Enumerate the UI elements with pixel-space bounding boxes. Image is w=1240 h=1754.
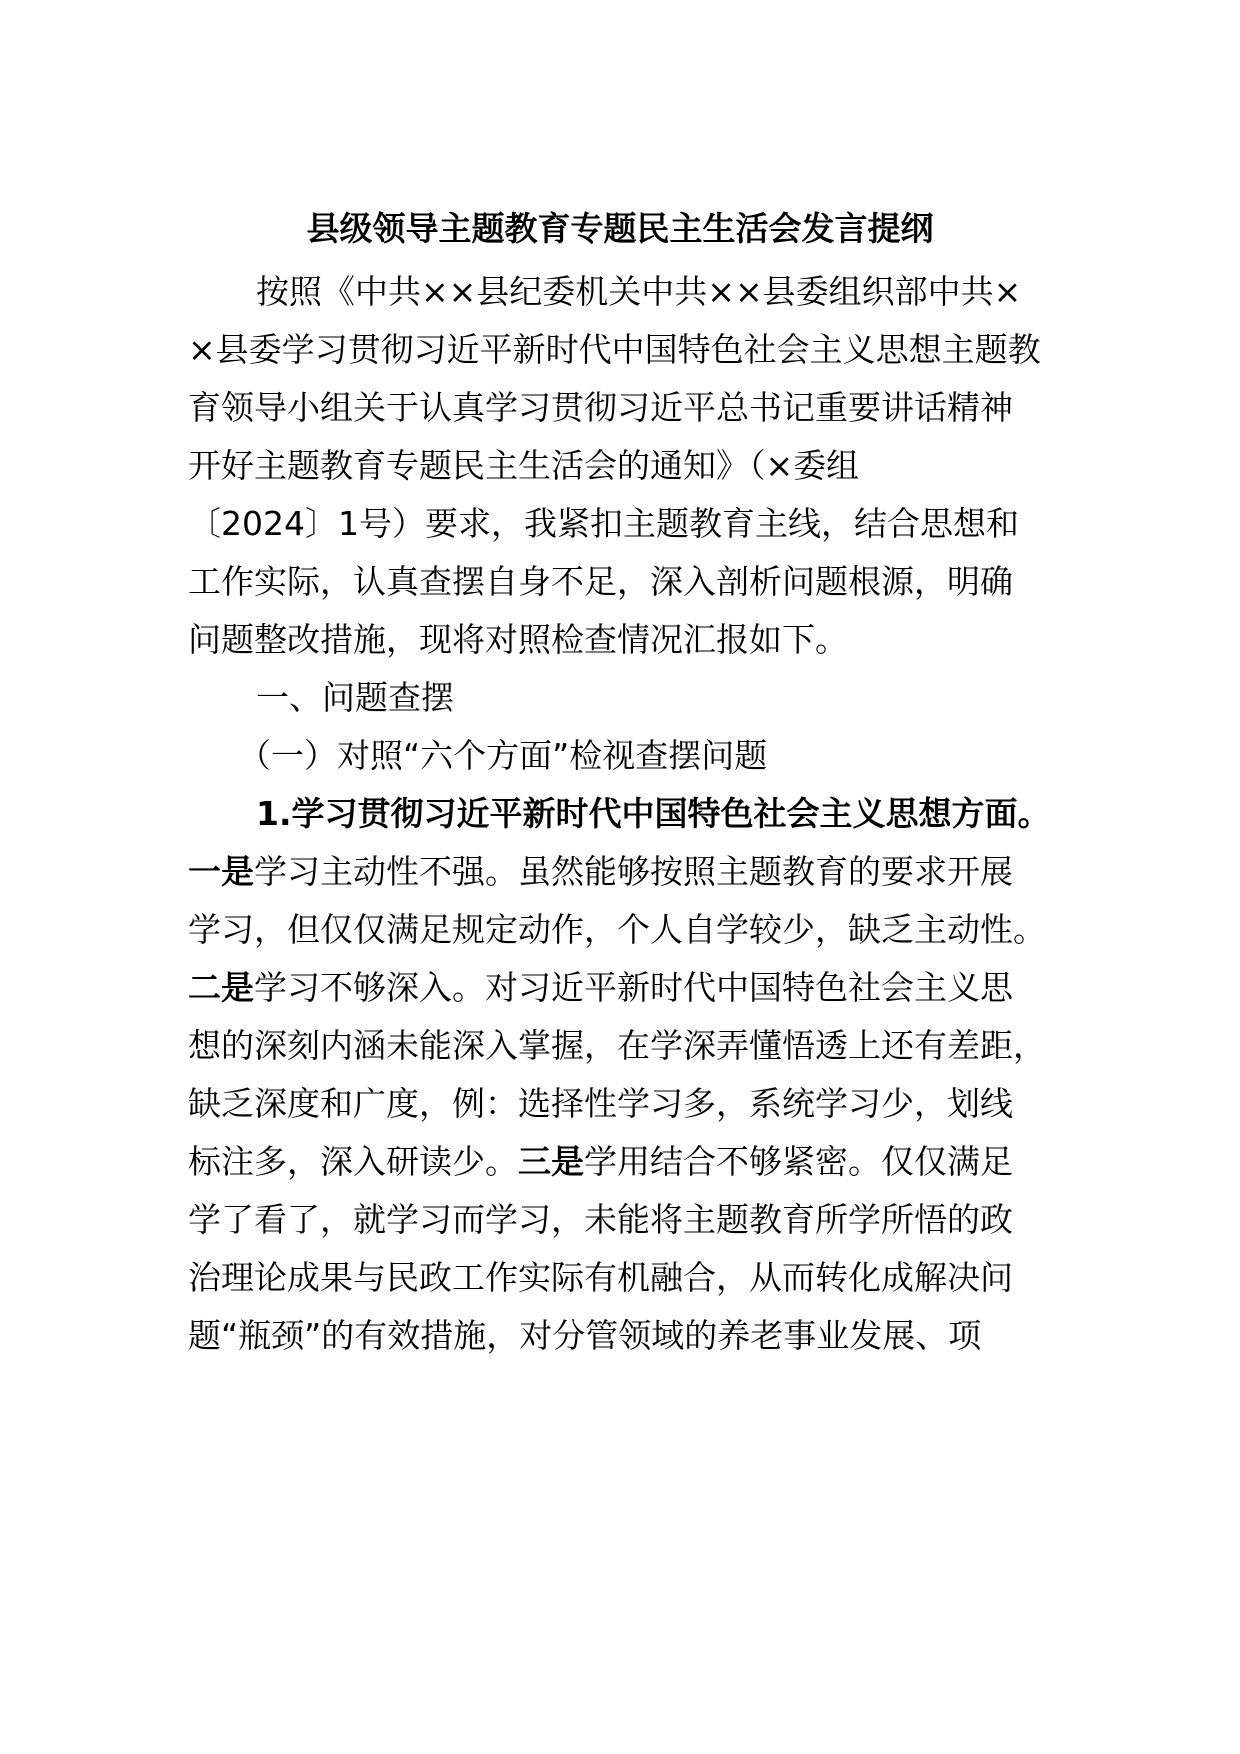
body-line-6: [188, 1137, 1013, 1187]
body-line-5: 缺乏深度和广度，例：选择性学习多，系统学习少，划线: [188, 1084, 1013, 1123]
emphasis-second: 二是: [188, 968, 254, 1007]
emphasis-first: 一是: [188, 852, 254, 891]
subsection-heading-1: （一）对照“六个方面”检视查摆问题: [238, 736, 768, 775]
body-line-2: 学习，但仅仅满足规定动作，个人自学较少，缺乏主动性。: [188, 910, 1046, 949]
document-title: 县级领导主题教育专题民主生活会发言提纲: [306, 209, 934, 248]
point-heading-1: 1.学习贯彻习近平新时代中国特色社会主义思想方面。: [256, 794, 1051, 833]
body-text: 学习主动性不强。虽然能够按照主题教育的要求开展: [254, 852, 1013, 891]
body-line-1: [188, 847, 1013, 897]
section-heading-1: 一、问题查摆: [256, 678, 454, 717]
body-text: 标注多，深入研读少。: [188, 1142, 518, 1181]
intro-line-6: 工作实际，认真查摆自身不足，深入剖析问题根源，明确: [188, 562, 1013, 601]
intro-line-7: 问题整改措施，现将对照检查情况汇报如下。: [188, 620, 848, 659]
body-line-7: 学了看了，就学习而学习，未能将主题教育所学所悟的政: [188, 1200, 1013, 1239]
body-line-4: 想的深刻内涵未能深入掌握，在学深弄懂悟透上还有差距，: [188, 1026, 1046, 1065]
intro-line-3: 育领导小组关于认真学习贯彻习近平总书记重要讲话精神: [188, 388, 1013, 427]
intro-line-2: ×县委学习贯彻习近平新时代中国特色社会主义思想主题教: [188, 330, 1041, 369]
body-line-3: [188, 963, 1013, 1013]
body-text: 学习不够深入。对习近平新时代中国特色社会主义思: [254, 968, 1013, 1007]
body-text: 学用结合不够紧密。仅仅满足: [584, 1142, 1013, 1181]
body-line-8: 治理论成果与民政工作实际有机融合，从而转化成解决问: [188, 1258, 1013, 1297]
body-line-9: 题“瓶颈”的有效措施，对分管领域的养老事业发展、项: [188, 1316, 982, 1355]
intro-line-1: 按照《中共××县纪委机关中共××县委组织部中共×: [256, 272, 1022, 311]
intro-line-5: 〔2024〕1号）要求，我紧扣主题教育主线，结合思想和: [188, 504, 1019, 543]
emphasis-third: 三是: [518, 1142, 584, 1181]
intro-line-4: 开好主题教育专题民主生活会的通知》（×委组: [188, 446, 860, 485]
